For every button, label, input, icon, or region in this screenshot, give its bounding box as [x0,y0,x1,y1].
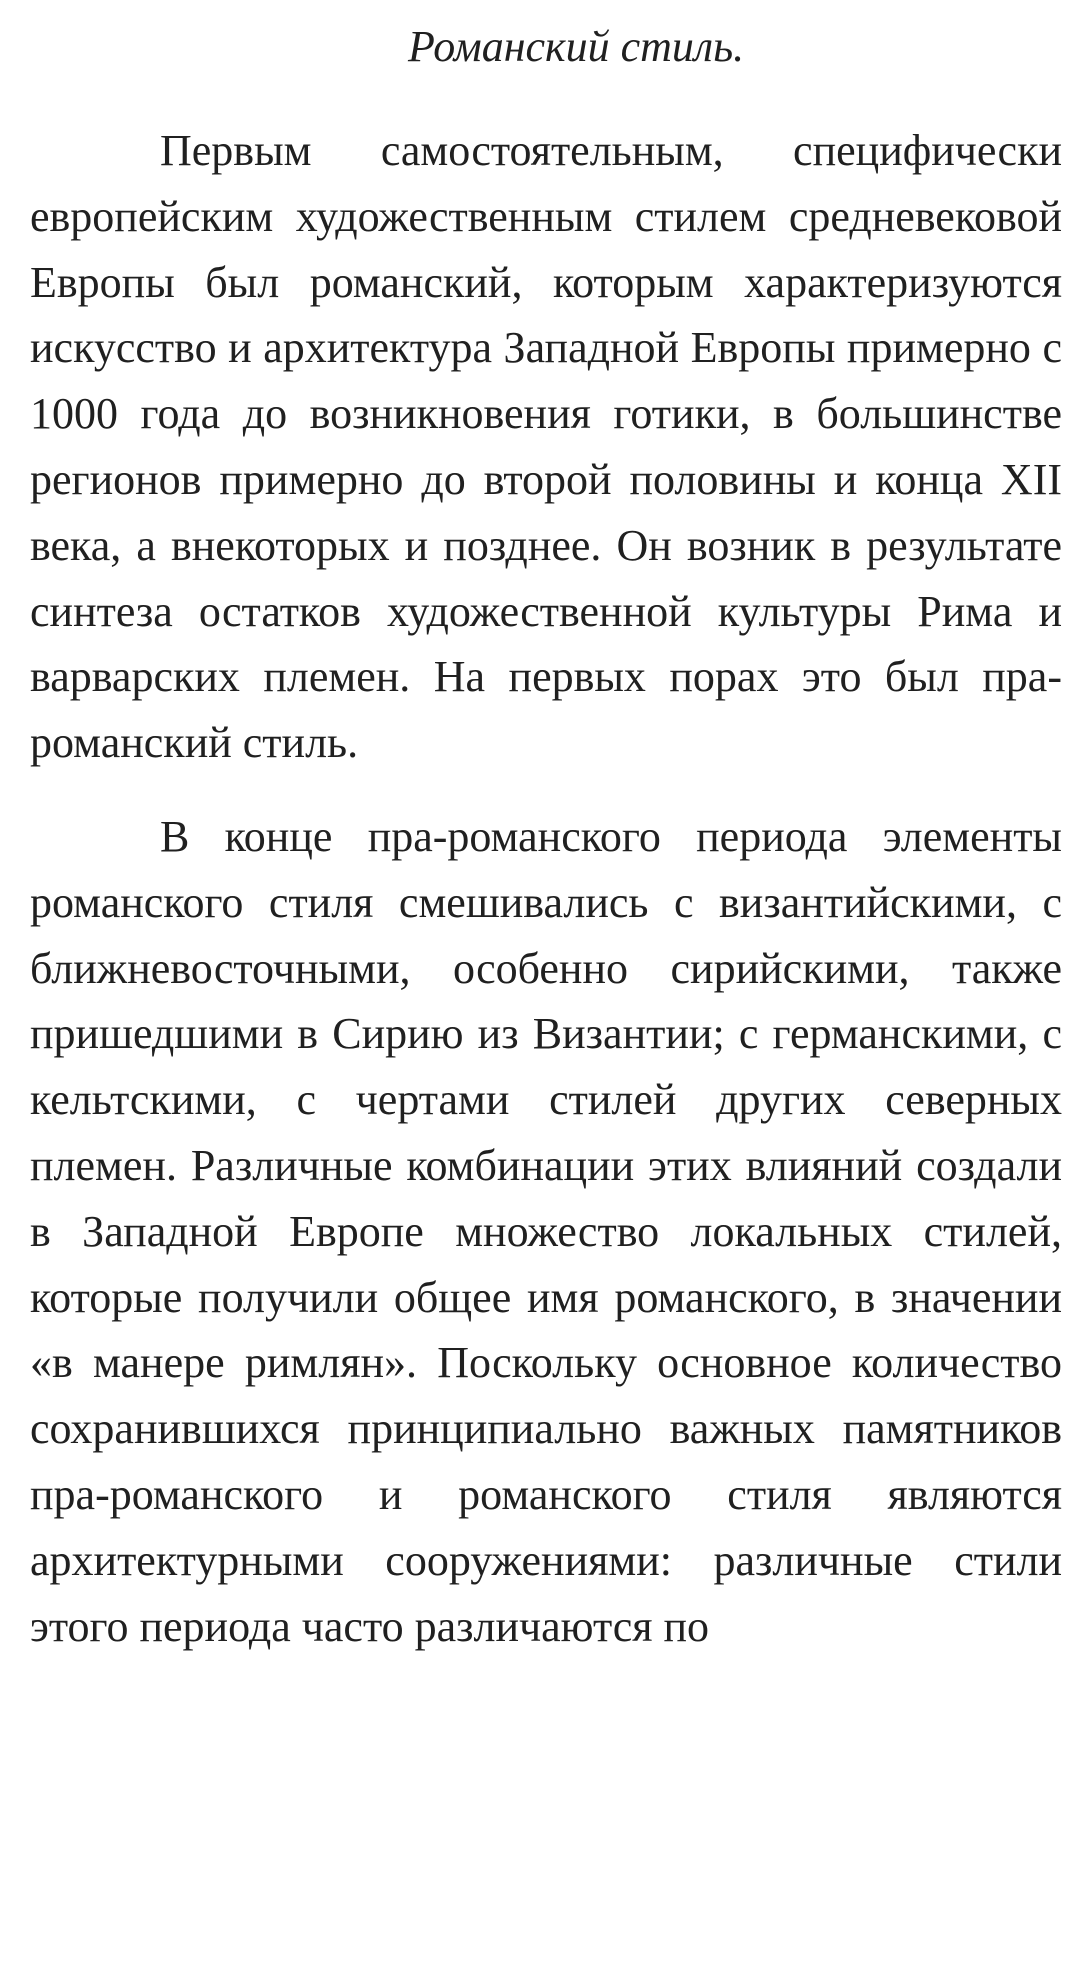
body-paragraph: Первым самостоятельным, специфически европейским художественным стилем средневековой Европы был романский, которым характеризуются искусство и архитектура Западной Европы примерно с 1000 года до возникновения готики, в большинстве регионов примерно до второй половины и конца XII века, а внекоторых и позднее. Он возник в результате синтеза остатков художественной культуры Рима и варварских племен. На первых порах это был пра-романский стиль. [30,126,1062,768]
body-paragraph: В конце пра-романского периода элементы романского стиля смешивались с византийскими, с ближневосточными, особенно сирийскими, также пришедшими в Сирию из Византии; с германскими, с кельтскими, с чертами стилей других северных племен. Различные комбинации этих влияний создали в Западной Европе множество локальных стилей, которые получили общее имя романского, в значении «в манере римлян». Поскольку основное количество сохранившихся принципиально важных памятников пра-романского и романского стиля являются архитектурными сооружениями: различные стили этого периода часто различаются по [30,811,1062,1651]
chapter-title: Романский стиль. [408,22,745,71]
